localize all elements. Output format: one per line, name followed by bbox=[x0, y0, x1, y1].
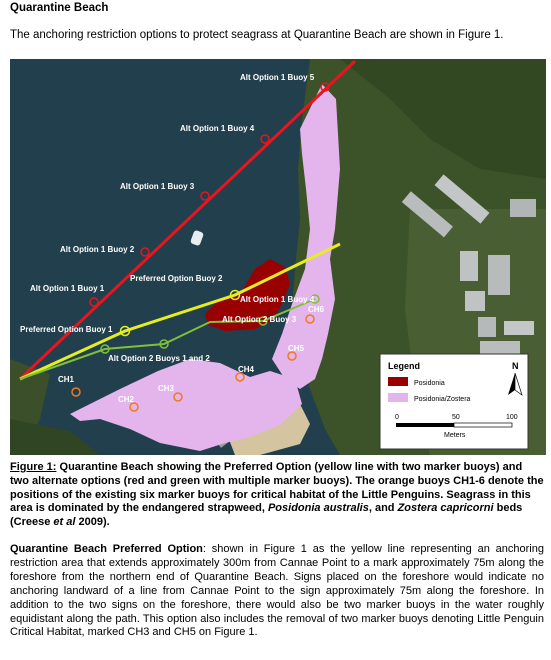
species-zostera: Zostera capricorni bbox=[397, 502, 494, 515]
svg-text:50: 50 bbox=[452, 414, 460, 421]
label-alt-buoy-5: Alt Option 1 Buoy 5 bbox=[240, 73, 315, 82]
label-alt2-buoy-3: Alt Option 2 Buoy 3 bbox=[222, 315, 297, 324]
building bbox=[488, 255, 510, 295]
building bbox=[480, 341, 520, 355]
label-ch2: CH2 bbox=[118, 395, 135, 404]
svg-text:Meters: Meters bbox=[444, 432, 466, 439]
label-alt-buoy-3: Alt Option 1 Buoy 3 bbox=[120, 182, 195, 191]
paragraph-text: : shown in Figure 1 as the yellow line representing an anchoring restriction area that extends approximately 300m from Cannae Point to a mark approximately 75m along the foreshore from the northern end of Quarantine Beach. Signs placed on the foreshore would indicate no anchoring landward of a line from Cannae Point to the sign approximately 75m along the foreshore. In addition to the two signs on the foreshore, there would also be two marker buoys in the water roughly equidistant along the path. This option also includes the removal of two marker buoys denoting Little Penguin Critical Habitat, marked CH3 and CH5 on Figure 1. bbox=[10, 543, 544, 639]
label-pref-buoy-1: Preferred Option Buoy 1 bbox=[20, 325, 113, 334]
label-ch4: CH4 bbox=[238, 365, 255, 374]
building bbox=[504, 321, 534, 335]
legend-posidonia-zostera-label: Posidonia/Zostera bbox=[414, 396, 471, 403]
figure-caption bbox=[10, 461, 544, 530]
legend-posidonia-zostera-swatch bbox=[388, 393, 408, 402]
intro-paragraph: The anchoring restriction options to protect seagrass at Quarantine Beach are shown in Figure 1. bbox=[10, 29, 504, 41]
label-alt2-buoys-1-2: Alt Option 2 Buoys 1 and 2 bbox=[108, 354, 210, 363]
map-legend bbox=[380, 354, 528, 449]
label-ch1: CH1 bbox=[58, 375, 75, 384]
caption-text: Quarantine Beach showing the Preferred Option (yellow line with two marker buoys) and two alternate options (red and green with multiple marker buoys). The orange buoys CH1-6 denote the positions of the existing six marker buoys for critical habitat of the Little Penguins. Seagrass in this area is dominated by the endangered strapweed, bbox=[10, 461, 544, 515]
paragraph-heading: Quarantine Beach Preferred Option bbox=[10, 543, 203, 555]
svg-text:N: N bbox=[512, 361, 519, 371]
label-alt1-buoy-4-lower: Alt Option 1 Buoy 4 bbox=[240, 295, 315, 304]
label-ch6: CH6 bbox=[308, 305, 325, 314]
svg-text:100: 100 bbox=[506, 414, 518, 421]
caption-and: , and bbox=[368, 502, 398, 515]
legend-title: Legend bbox=[388, 361, 421, 371]
label-ch3: CH3 bbox=[158, 384, 175, 393]
legend-posidonia-label: Posidonia bbox=[414, 380, 445, 387]
label-ch5: CH5 bbox=[288, 344, 305, 353]
label-alt-buoy-1: Alt Option 1 Buoy 1 bbox=[30, 284, 105, 293]
caption-et-al: et al bbox=[53, 516, 76, 529]
caption-beds: beds (Creese bbox=[10, 502, 523, 529]
label-alt-buoy-2: Alt Option 1 Buoy 2 bbox=[60, 245, 135, 254]
building bbox=[510, 199, 536, 217]
building bbox=[478, 317, 496, 337]
building bbox=[460, 251, 478, 281]
caption-year: 2009). bbox=[75, 516, 110, 529]
svg-text:0: 0 bbox=[395, 414, 399, 421]
page-heading: Quarantine Beach bbox=[10, 2, 109, 14]
building bbox=[465, 291, 485, 311]
figure-label: Figure 1: bbox=[10, 461, 57, 473]
figure-1-map bbox=[10, 59, 546, 455]
label-alt-buoy-4: Alt Option 1 Buoy 4 bbox=[180, 124, 255, 133]
preferred-option-paragraph bbox=[10, 543, 544, 640]
species-posidonia: Posidonia australis bbox=[267, 502, 369, 515]
label-pref-buoy-2: Preferred Option Buoy 2 bbox=[130, 274, 223, 283]
legend-posidonia-swatch bbox=[388, 377, 408, 386]
